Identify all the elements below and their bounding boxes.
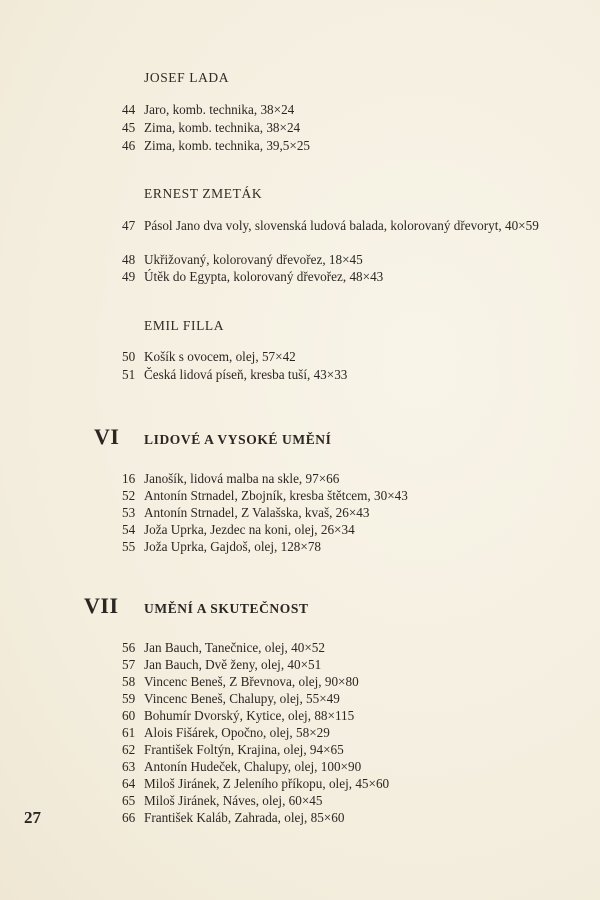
catalog-entry: 53 Antonín Strnadel, Z Valašska, kvaš, 26×43 [122,505,370,520]
catalog-entry: 54 Joža Uprka, Jezdec na koni, olej, 26×34 [122,522,355,537]
section-title: LIDOVÉ A VYSOKÉ UMĚNÍ [144,432,332,447]
catalog-entry: 50 Košík s ovocem, olej, 57×42 [122,349,296,364]
catalog-entry: 48 Ukřižovaný, kolorovaný dřevořez, 18×45 [122,252,363,267]
catalog-entry: 45 Zima, komb. technika, 38×24 [122,120,301,135]
catalog-entry: 62 František Foltýn, Krajina, olej, 94×65 [122,742,344,757]
catalog-entry: 60 Bohumír Dvorský, Kytice, olej, 88×115 [122,708,355,723]
section-title: UMĚNÍ A SKUTEČNOST [144,601,309,616]
catalog-entry: 16 Janošík, lidová malba na skle, 97×66 [122,471,340,486]
catalog-entry: 46 Zima, komb. technika, 39,5×25 [122,138,311,153]
catalog-entry: 65 Miloš Jiránek, Náves, olej, 60×45 [122,793,323,808]
catalog-entry: 63 Antonín Hudeček, Chalupy, olej, 100×90 [122,759,362,774]
page-number: 27 [24,808,41,827]
catalog-entry: 66 František Kaláb, Zahrada, olej, 85×60 [122,810,345,825]
catalog-entry: 64 Miloš Jiránek, Z Jeleního příkopu, olej, 45×60 [122,776,390,791]
artist-heading: EMIL FILLA [144,318,225,333]
catalog-entry: 61 Alois Fišárek, Opočno, olej, 58×29 [122,725,330,740]
section-numeral: VI [94,424,120,449]
catalog-entry: 57 Jan Bauch, Dvě ženy, olej, 40×51 [122,657,322,672]
catalog-entry: 56 Jan Bauch, Tanečnice, olej, 40×52 [122,640,325,655]
catalog-entry: 51 Česká lidová píseň, kresba tuší, 43×33 [122,367,348,382]
catalog-entry: 52 Antonín Strnadel, Zbojník, kresba štětcem, 30×43 [122,488,408,503]
catalog-entry: 58 Vincenc Beneš, Z Břevnova, olej, 90×80 [122,674,359,689]
artist-heading: JOSEF LADA [144,70,230,85]
catalog-entry: 44 Jaro, komb. technika, 38×24 [122,102,295,117]
catalog-entry: 55 Joža Uprka, Gajdoš, olej, 128×78 [122,539,322,554]
section-numeral: VII [84,593,119,618]
catalog-entry: 47 Pásol Jano dva voly, slovenská ludová balada, kolorovaný dřevoryt, 40×59 [122,218,539,233]
artist-heading: ERNEST ZMETÁK [144,186,263,201]
catalog-entry: 59 Vincenc Beneš, Chalupy, olej, 55×49 [122,691,340,706]
catalog-entry: 49 Útěk do Egypta, kolorovaný dřevořez, 48×43 [122,269,384,284]
